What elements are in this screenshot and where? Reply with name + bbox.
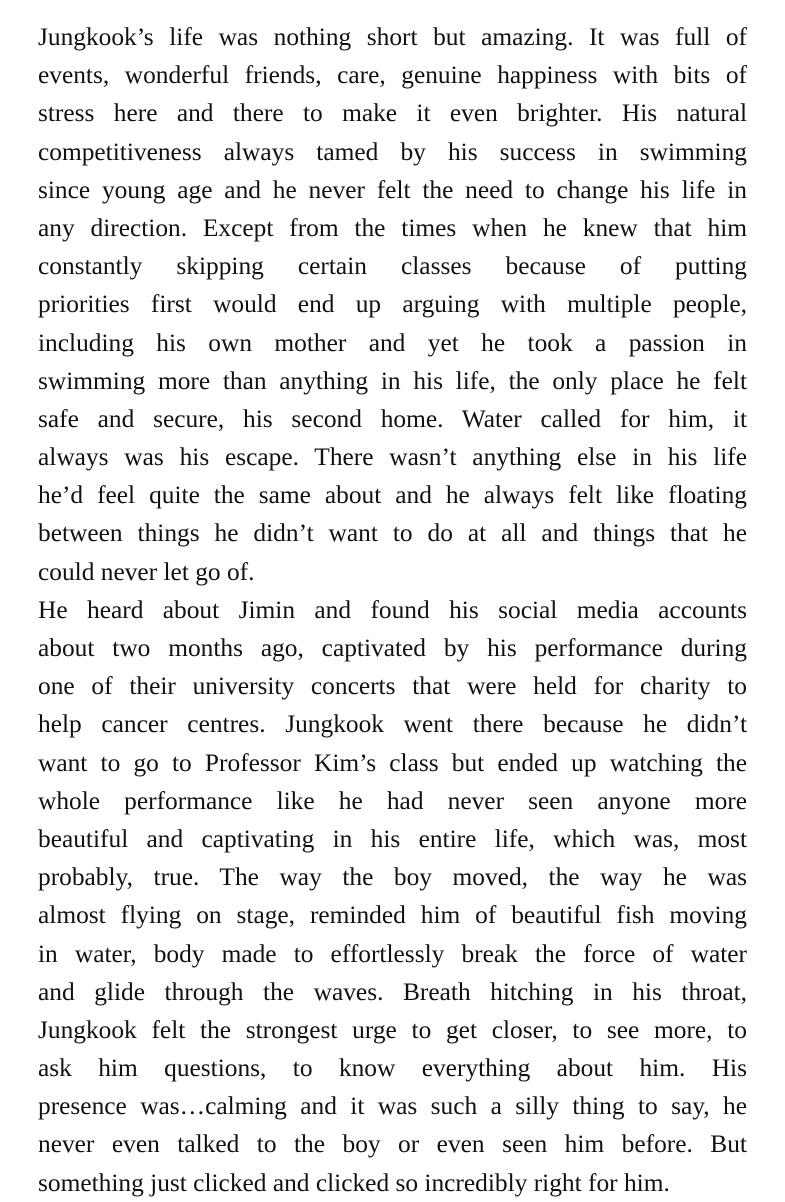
text-line: almost flying on stage, reminded him of beautiful fish moving [38, 901, 747, 930]
text-line: stress here and there to make it even brighter. His natural [38, 99, 747, 128]
text-line: about two months ago, captivated by his performance during [38, 634, 747, 662]
text-line: help cancer centres. Jungkook went there because he didn’t [38, 710, 747, 739]
text-line: any direction. Except from the times when he knew that him [38, 213, 747, 242]
text-line: he’d feel quite the same about and he always felt like floating [38, 481, 747, 510]
text-line: whole performance like he had never seen anyone more [38, 786, 747, 815]
text-line: since young age and he never felt the need to change his life in [38, 175, 747, 204]
text-line: in water, body made to effortlessly break the force of water [38, 939, 747, 968]
text-line: one of their university concerts that were held for charity to [38, 672, 747, 701]
text-line: including his own mother and yet he took a passion in [38, 328, 747, 357]
paragraph-2 [38, 591, 747, 1202]
text-line: could never let go of. [38, 557, 255, 586]
text-line: presence was…calming and it was such a silly thing to say, he [38, 1092, 747, 1121]
text-line: safe and secure, his second home. Water called for him, it [38, 404, 747, 433]
text-line: events, wonderful friends, care, genuine happiness with bits of [38, 61, 747, 90]
text-line: want to go to Professor Kim’s class but ended up watching the [38, 748, 747, 777]
paragraph-1 [38, 18, 747, 591]
text-line: and glide through the waves. Breath hitching in his throat, [38, 977, 747, 1006]
text-line: He heard about Jimin and found his social media accounts [38, 595, 747, 624]
text-line: Jungkook felt the strongest urge to get closer, to see more, to [38, 1015, 747, 1044]
text-line: Jungkook’s life was nothing short but amazing. It was full of [38, 23, 747, 51]
text-line: swimming more than anything in his life, the only place he felt [38, 366, 747, 395]
text-line: constantly skipping certain classes because of putting [38, 252, 747, 281]
text-line: between things he didn’t want to do at all and things that he [38, 519, 747, 548]
text-line: priorities first would end up arguing with multiple people, [38, 290, 747, 319]
text-line: always was his escape. There wasn’t anything else in his life [38, 443, 747, 472]
text-line: beautiful and captivating in his entire life, which was, most [38, 824, 747, 853]
text-line: something just clicked and clicked so incredibly right for him. [38, 1168, 670, 1197]
text-line: never even talked to the boy or even seen him before. But [38, 1130, 747, 1159]
text-line: probably, true. The way the boy moved, the way he was [38, 863, 747, 892]
text-line: competitiveness always tamed by his success in swimming [38, 137, 747, 166]
text-line: ask him questions, to know everything about him. His [38, 1054, 747, 1083]
